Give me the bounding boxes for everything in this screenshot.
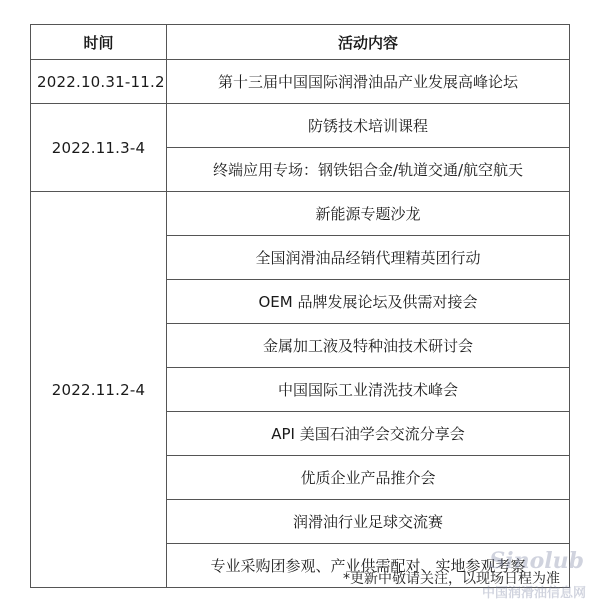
activity-cell: 防锈技术培训课程 [167, 104, 570, 148]
activity-cell: 全国润滑油品经销代理精英团行动 [167, 236, 570, 280]
table-row [31, 60, 570, 104]
activity-cell: 中国国际工业清洗技术峰会 [167, 368, 570, 412]
watermark-subtitle: 中国润滑油信息网 [481, 586, 586, 601]
activity-cell: 新能源专题沙龙 [167, 192, 570, 236]
table-row [31, 192, 570, 236]
header-activity: 活动内容 [167, 25, 570, 60]
activity-cell: 润滑油行业足球交流赛 [167, 500, 570, 544]
watermark-logo: Sinolub [489, 548, 584, 574]
table-row [31, 104, 570, 148]
activity-cell: 优质企业产品推介会 [167, 456, 570, 500]
activity-cell: 第十三届中国国际润滑油品产业发展高峰论坛 [167, 60, 570, 104]
schedule-table [30, 24, 570, 588]
time-cell: 2022.11.2-4 [31, 192, 167, 588]
activity-cell: 专业采购团参观、产业供需配对、实地参观考察 [167, 544, 570, 588]
activity-cell: 金属加工液及特种油技术研讨会 [167, 324, 570, 368]
time-cell: 2022.11.3-4 [31, 104, 167, 192]
activity-cell: OEM 品牌发展论坛及供需对接会 [167, 280, 570, 324]
table-header-row [31, 25, 570, 60]
activity-cell: API 美国石油学会交流分享会 [167, 412, 570, 456]
footnote: *更新中敬请关注，以现场日程为准 [343, 571, 560, 587]
header-time: 时间 [31, 25, 167, 60]
activity-cell: 终端应用专场：钢铁铝合金/轨道交通/航空航天 [167, 148, 570, 192]
time-cell: 2022.10.31-11.2 [31, 60, 167, 104]
